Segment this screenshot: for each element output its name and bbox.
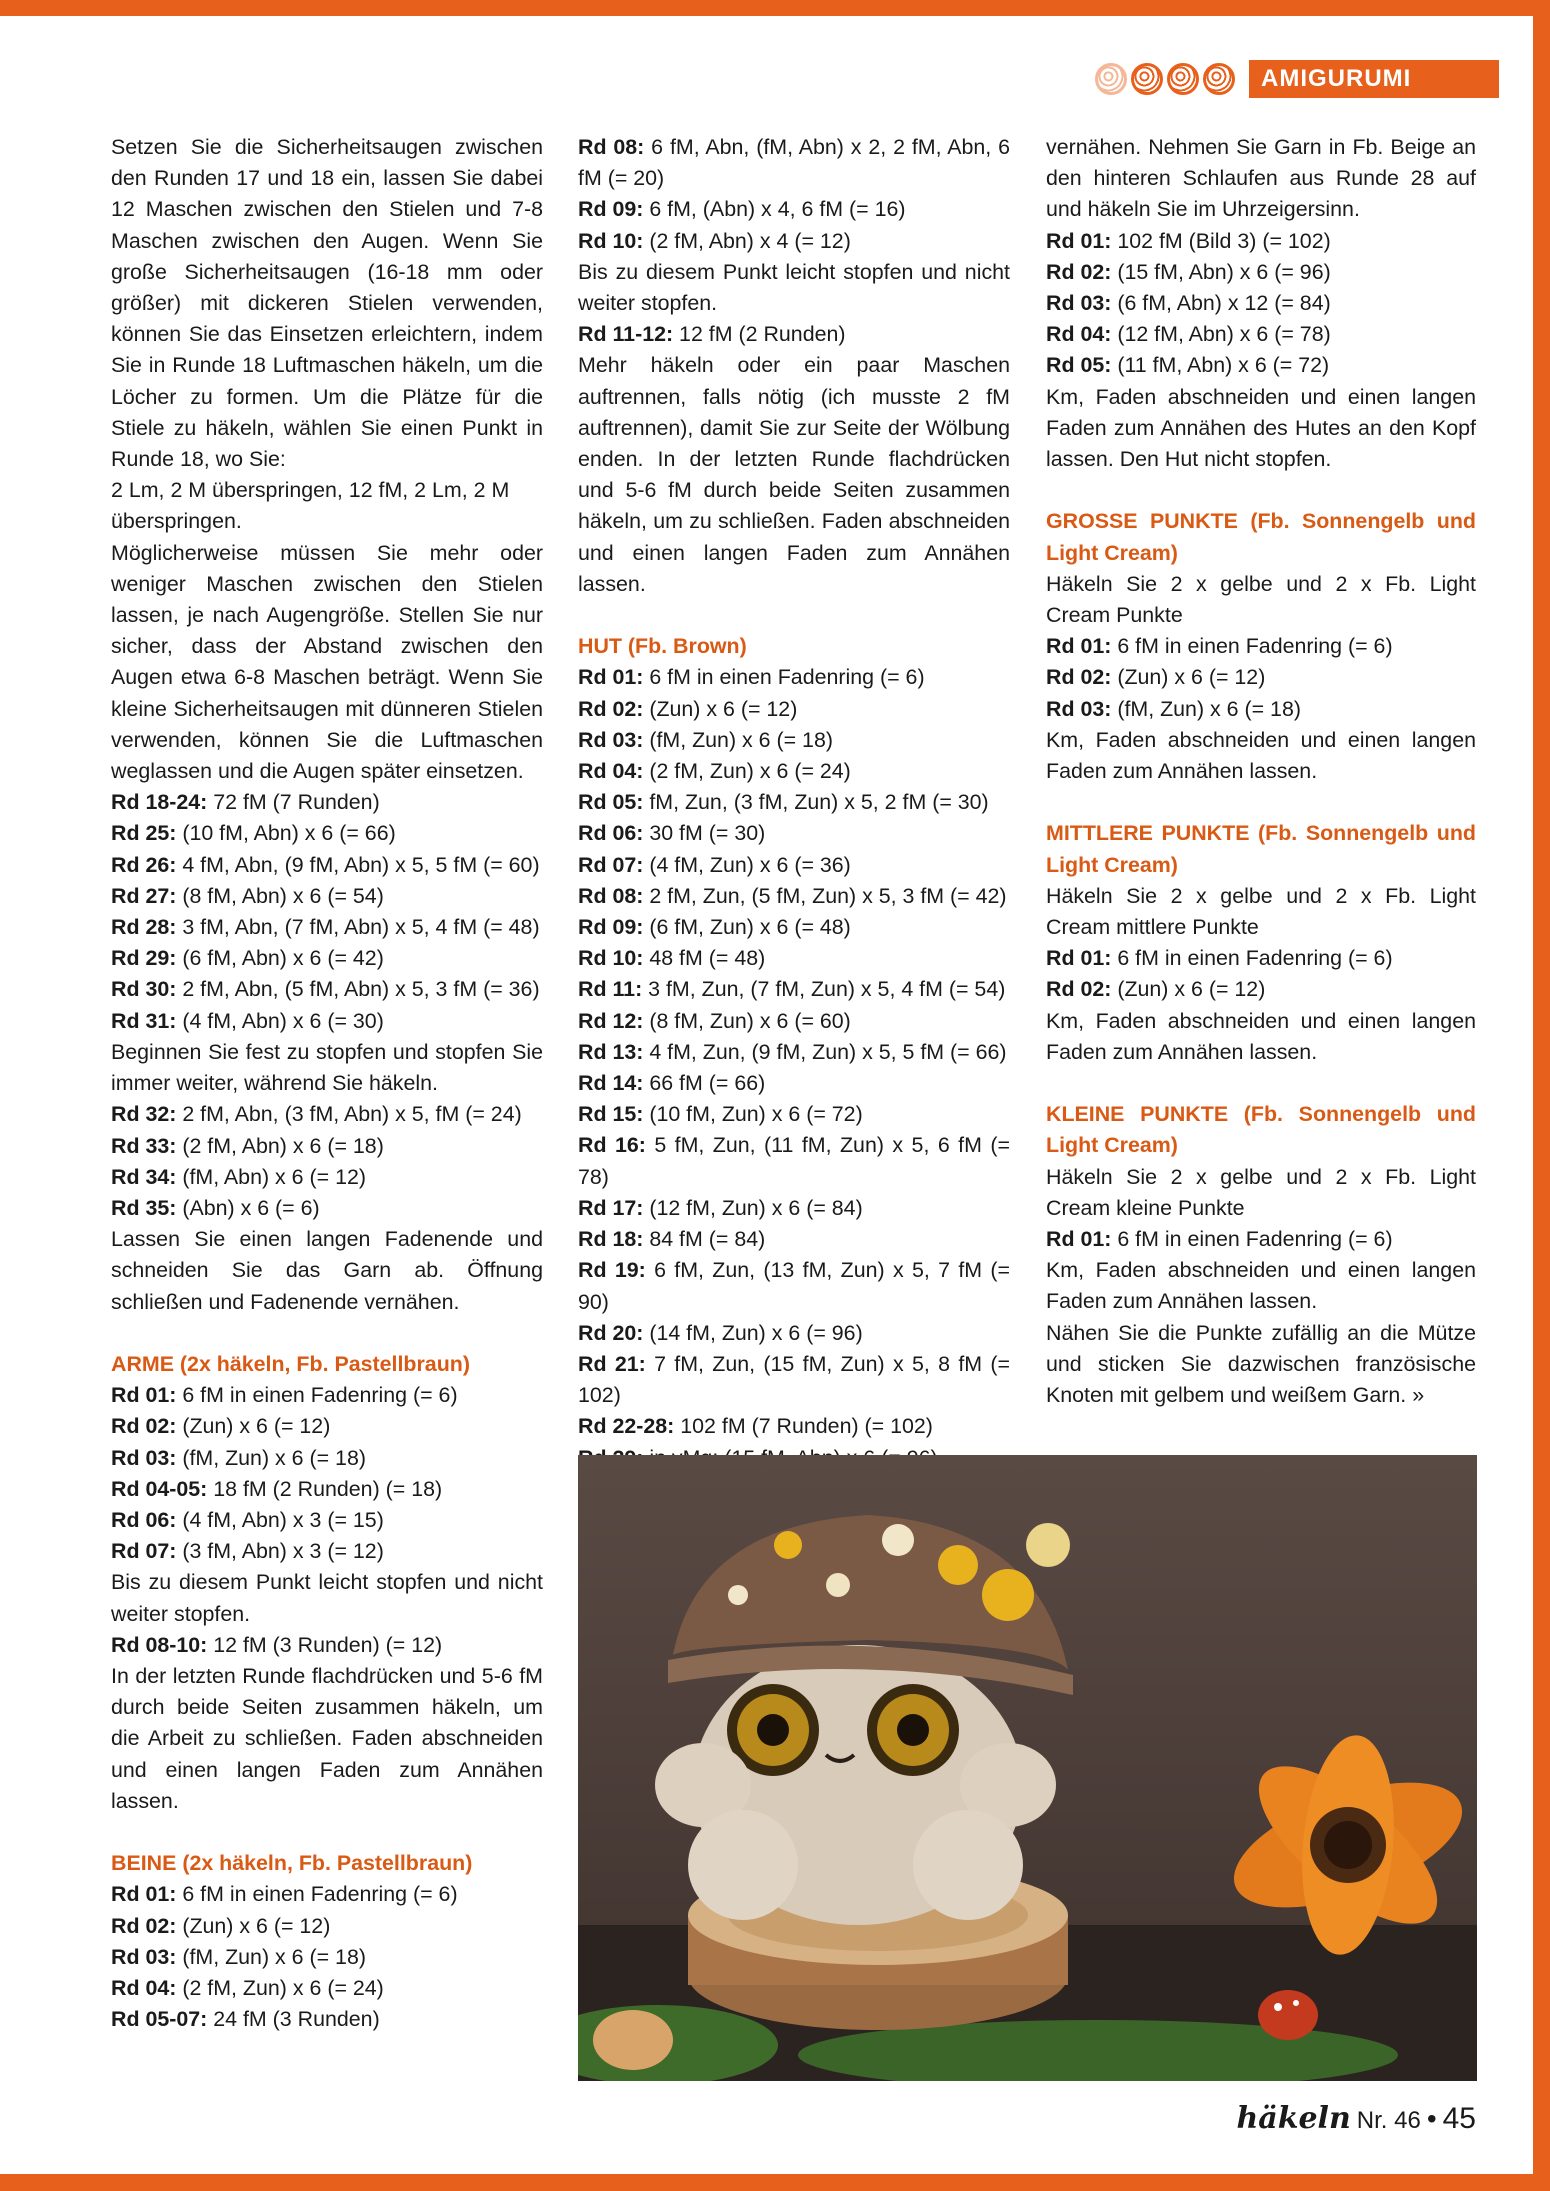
round-label: Rd 16: — [578, 1133, 646, 1158]
round-list — [111, 1099, 543, 1224]
round-label: Rd 04-05: — [111, 1476, 208, 1501]
round-instruction: (fM, Abn) x 6 (= 12) — [176, 1164, 366, 1189]
round-label: Rd 01: — [111, 1383, 177, 1408]
round-line — [111, 1162, 543, 1193]
round-label: Rd 18: — [578, 1227, 644, 1252]
round-instruction: (11 fM, Abn) x 6 (= 72) — [1111, 353, 1330, 378]
round-list — [578, 132, 1010, 257]
round-label: Rd 03: — [111, 1944, 177, 1969]
round-instruction: (Abn) x 6 (= 6) — [176, 1195, 320, 1220]
round-instruction: (Zun) x 6 (= 12) — [176, 1414, 331, 1439]
round-line — [578, 881, 1010, 912]
round-instruction: 24 fM (3 Runden) — [207, 2007, 380, 2032]
round-instruction: (Zun) x 6 (= 12) — [1111, 977, 1266, 1002]
round-label: Rd 28: — [111, 915, 177, 940]
round-line — [111, 1380, 543, 1411]
yarn-ball-icon — [1131, 63, 1163, 95]
round-line — [111, 1193, 543, 1224]
round-line — [578, 194, 1010, 225]
round-label: Rd 01: — [578, 665, 644, 690]
round-line — [111, 881, 543, 912]
round-instruction: (fM, Zun) x 6 (= 18) — [1111, 696, 1301, 721]
round-label: Rd 03: — [1046, 696, 1112, 721]
yarn-ball-icon — [1167, 63, 1199, 95]
round-list — [1046, 226, 1476, 382]
round-label: Rd 18-24: — [111, 790, 208, 815]
round-instruction: 7 fM, Zun, (15 fM, Zun) x 5, 8 fM (= 102) — [578, 1351, 1011, 1408]
amigurumi-photo — [578, 1455, 1477, 2081]
round-instruction: (6 fM, Abn) x 12 (= 84) — [1111, 291, 1331, 316]
round-instruction: (Zun) x 6 (= 12) — [176, 1913, 331, 1938]
round-instruction: (6 fM, Zun) x 6 (= 48) — [643, 915, 851, 940]
round-line — [578, 1006, 1010, 1037]
round-instruction: (Zun) x 6 (= 12) — [1111, 665, 1266, 690]
section-header — [1095, 60, 1499, 98]
round-instruction: 18 fM (2 Runden) (= 18) — [207, 1476, 443, 1501]
round-list — [578, 319, 1010, 350]
paragraph: Nähen Sie die Punkte zufällig an die Mütze und sticken Sie dazwischen französische Knoten mit gelbem und weißem Garn. » — [1046, 1320, 1476, 1408]
paragraph: Lassen Sie einen langen Fadenende und schneiden Sie das Garn ab. Öffnung schließen und Fadenende vernähen. — [111, 1227, 543, 1314]
round-instruction: 6 fM in einen Fadenring (= 6) — [176, 1383, 458, 1408]
round-instruction: (2 fM, Abn) x 4 (= 12) — [643, 228, 851, 253]
round-line — [111, 1099, 543, 1130]
paragraph: Mehr häkeln oder ein paar Maschen auftrennen, falls nötig (ich musste 2 fM auftrennen), damit Sie zur Seite der Wölbung enden. In der letzten Runde flachdrücken und 5-6 fM durch beide Seiten zusammen häkeln, um zu schließen. Faden abschneiden und einen langen Faden zum Annähen lassen. — [578, 353, 1010, 596]
round-label: Rd 01: — [1046, 228, 1112, 253]
round-instruction: 6 fM, Zun, (13 fM, Zun) x 5, 7 fM (= 90) — [578, 1258, 1011, 1314]
round-label: Rd 10: — [578, 228, 644, 253]
right-orange-border — [1533, 0, 1550, 2191]
section-heading-mittlere-punkte: MITTLERE PUNKTE (Fb. Sonnengelb und Light Cream) — [1046, 821, 1476, 877]
round-instruction: (12 fM, Zun) x 6 (= 84) — [643, 1195, 863, 1220]
round-list — [111, 1630, 543, 1661]
round-line — [111, 787, 543, 818]
round-label: Rd 31: — [111, 1008, 177, 1033]
round-instruction: (8 fM, Abn) x 6 (= 54) — [176, 883, 384, 908]
paragraph: 2 Lm, 2 M überspringen, 12 fM, 2 Lm, 2 M überspringen. — [111, 478, 510, 534]
round-line — [111, 1630, 543, 1661]
round-label: Rd 09: — [578, 197, 644, 222]
round-instruction: (2 fM, Zun) x 6 (= 24) — [176, 1975, 384, 2000]
round-instruction: 4 fM, Zun, (9 fM, Zun) x 5, 5 fM (= 66) — [643, 1039, 1007, 1064]
round-instruction: 3 fM, Zun, (7 fM, Zun) x 5, 4 fM (= 54) — [642, 977, 1006, 1002]
round-label: Rd 01: — [111, 1882, 177, 1907]
round-label: Rd 02: — [1046, 259, 1112, 284]
round-label: Rd 26: — [111, 852, 177, 877]
round-label: Rd 22-28: — [578, 1414, 675, 1439]
round-label: Rd 04: — [1046, 322, 1112, 347]
paragraph: Km, Faden abschneiden und einen langen Faden zum Annähen lassen. — [1046, 727, 1476, 784]
round-instruction: 6 fM, Abn, (fM, Abn) x 2, 2 fM, Abn, 6 fM (= 20) — [578, 135, 1011, 191]
round-label: Rd 15: — [578, 1102, 644, 1127]
round-label: Rd 05: — [578, 790, 644, 815]
round-label: Rd 34: — [111, 1164, 177, 1189]
round-instruction: (2 fM, Abn) x 6 (= 18) — [176, 1133, 384, 1158]
round-label: Rd 14: — [578, 1071, 644, 1096]
round-instruction: (2 fM, Zun) x 6 (= 24) — [643, 759, 851, 784]
round-line — [578, 694, 1010, 725]
round-instruction: fM, Zun, (3 fM, Zun) x 5, 2 fM (= 30) — [643, 790, 989, 815]
column-2 — [578, 132, 1010, 1505]
round-label: Rd 20: — [578, 1320, 644, 1345]
paragraph: Km, Faden abschneiden und einen langen Faden zum Annähen lassen. — [1046, 1258, 1476, 1314]
footer-bullet: • — [1426, 2103, 1437, 2134]
round-instruction: 12 fM (3 Runden) (= 12) — [207, 1632, 443, 1657]
round-line — [578, 1255, 1010, 1317]
round-instruction: 3 fM, Abn, (7 fM, Abn) x 5, 4 fM (= 48) — [176, 915, 540, 940]
round-label: Rd 02: — [111, 1414, 177, 1439]
round-label: Rd 03: — [1046, 291, 1112, 316]
round-instruction: (4 fM, Zun) x 6 (= 36) — [643, 852, 851, 877]
round-label: Rd 02: — [578, 696, 644, 721]
round-line — [111, 1443, 543, 1474]
round-instruction: (3 fM, Abn) x 3 (= 12) — [176, 1539, 384, 1564]
round-label: Rd 17: — [578, 1195, 644, 1220]
round-instruction: 102 fM (Bild 3) (= 102) — [1111, 228, 1331, 253]
round-instruction: 4 fM, Abn, (9 fM, Abn) x 5, 5 fM (= 60) — [176, 852, 540, 877]
round-label: Rd 04: — [111, 1975, 177, 2000]
round-label: Rd 03: — [111, 1445, 177, 1470]
round-instruction: 2 fM, Zun, (5 fM, Zun) x 5, 3 fM (= 42) — [643, 883, 1007, 908]
paragraph: Bis zu diesem Punkt leicht stopfen und nicht weiter stopfen. — [578, 259, 1010, 316]
round-label: Rd 11-12: — [578, 322, 674, 347]
round-label: Rd 09: — [578, 915, 644, 940]
round-label: Rd 07: — [111, 1539, 177, 1564]
round-instruction: (fM, Zun) x 6 (= 18) — [643, 727, 833, 752]
round-instruction: (6 fM, Abn) x 6 (= 42) — [176, 946, 384, 971]
round-label: Rd 01: — [1046, 1227, 1112, 1252]
round-instruction: (10 fM, Abn) x 6 (= 66) — [176, 821, 396, 846]
round-label: Rd 12: — [578, 1008, 644, 1033]
round-line — [578, 1411, 1010, 1442]
magazine-brand: häkeln — [1236, 2101, 1351, 2136]
section-heading-hut: HUT (Fb. Brown) — [578, 634, 747, 659]
round-label: Rd 10: — [578, 946, 644, 971]
round-label: Rd 02: — [1046, 977, 1112, 1002]
paragraph: Setzen Sie die Sicherheitsaugen zwischen den Runden 17 und 18 ein, lassen Sie dabei 12 Maschen zwischen den Stielen und 7-8 Maschen zwischen den Augen. Wenn Sie große Sicherheitsaugen (16-18 mm oder größer) mit dickeren Stielen verwenden, können Sie das Einsetzen erleichtern, indem Sie in Runde 18 Luftmaschen häkeln, um die Löcher zu formen. Um die Plätze für die Stiele zu häkeln, wählen Sie einen Punkt in Runde 18, wo Sie: — [111, 135, 543, 472]
paragraph: Km, Faden abschneiden und einen langen Faden zum Annähen lassen. — [1046, 1008, 1476, 1064]
round-line — [578, 1224, 1010, 1255]
round-line — [578, 850, 1010, 881]
round-line — [578, 725, 1010, 756]
paragraph: Bis zu diesem Punkt leicht stopfen und nicht weiter stopfen. — [111, 1570, 543, 1626]
round-line — [111, 912, 543, 943]
round-label: Rd 19: — [578, 1258, 646, 1283]
round-line — [578, 1349, 1010, 1411]
round-label: Rd 08: — [578, 135, 645, 159]
round-line — [111, 1505, 543, 1536]
round-instruction: 30 fM (= 30) — [643, 821, 766, 846]
yarn-ball-icon — [1203, 63, 1235, 95]
round-instruction: 48 fM (= 48) — [643, 946, 766, 971]
round-list — [111, 1380, 543, 1567]
section-heading-grosse-punkte: GROSSE PUNKTE (Fb. Sonnengelb und Light Cream) — [1046, 509, 1476, 565]
round-label: Rd 33: — [111, 1133, 177, 1158]
round-list — [1046, 943, 1476, 1005]
round-instruction: 102 fM (7 Runden) (= 102) — [674, 1414, 933, 1439]
round-line — [111, 1879, 543, 1910]
paragraph: Möglicherweise müssen Sie mehr oder weniger Maschen zwischen den Stielen lassen, je nach Augengröße. Stellen Sie nur sicher, dass der Abstand zwischen den Augen etwa 6-8 Maschen beträgt. Wenn Sie kleine Sicherheitsaugen mit dünneren Stielen verwenden, können Sie die Luftmaschen weglassen und die Augen später einsetzen. — [111, 540, 543, 784]
round-label: Rd 21: — [578, 1351, 646, 1376]
round-line — [1046, 1224, 1476, 1255]
round-line — [578, 818, 1010, 849]
round-label: Rd 25: — [111, 821, 177, 846]
round-label: Rd 04: — [578, 759, 644, 784]
round-label: Rd 30: — [111, 977, 177, 1002]
page-number: 45 — [1442, 2102, 1476, 2135]
page-footer — [1236, 2101, 1476, 2136]
paragraph: In der letzten Runde flachdrücken und 5-6 fM durch beide Seiten zusammen häkeln, um die Arbeit zu schließen. Faden abschneiden und einen langen Faden zum Annähen lassen. — [111, 1663, 543, 1813]
round-line — [578, 756, 1010, 787]
round-instruction: 6 fM in einen Fadenring (= 6) — [1111, 634, 1393, 659]
round-label: Rd 02: — [111, 1913, 177, 1938]
round-instruction: (fM, Zun) x 6 (= 18) — [176, 1944, 366, 1969]
round-line — [578, 943, 1010, 974]
round-label: Rd 05: — [1046, 353, 1112, 378]
round-line — [111, 974, 543, 1005]
round-line — [578, 662, 1010, 693]
round-label: Rd 13: — [578, 1039, 644, 1064]
round-list — [111, 787, 543, 1037]
section-tag: AMIGURUMI — [1249, 60, 1499, 98]
round-line — [578, 132, 1010, 194]
round-label: Rd 01: — [1046, 946, 1112, 971]
round-instruction: 66 fM (= 66) — [643, 1071, 766, 1096]
round-instruction: (Zun) x 6 (= 12) — [643, 696, 798, 721]
round-label: Rd 01: — [1046, 634, 1112, 659]
round-line — [111, 1006, 543, 1037]
round-line — [111, 1911, 543, 1942]
round-line — [111, 1474, 543, 1505]
round-label: Rd 07: — [578, 852, 644, 877]
round-instruction: (fM, Zun) x 6 (= 18) — [176, 1445, 366, 1470]
round-line — [111, 1973, 543, 2004]
round-instruction: 6 fM in einen Fadenring (= 6) — [176, 1882, 458, 1907]
round-line — [111, 2004, 543, 2035]
round-label: Rd 08-10: — [111, 1632, 208, 1657]
section-heading-arme: ARME (2x häkeln, Fb. Pastellbraun) — [111, 1351, 470, 1376]
round-instruction: (8 fM, Zun) x 6 (= 60) — [643, 1008, 851, 1033]
round-label: Rd 32: — [111, 1102, 177, 1127]
paragraph: Häkeln Sie 2 x gelbe und 2 x Fb. Light Cream mittlere Punkte — [1046, 883, 1476, 940]
round-line — [111, 1536, 543, 1567]
column-3 — [1046, 132, 1476, 1411]
round-label: Rd 27: — [111, 883, 177, 908]
round-line — [111, 1942, 543, 1973]
round-label: Rd 35: — [111, 1195, 177, 1220]
paragraph: Häkeln Sie 2 x gelbe und 2 x Fb. Light Cream Punkte — [1046, 571, 1476, 628]
yarn-ball-icon — [1095, 63, 1127, 95]
round-instruction: 6 fM, (Abn) x 4, 6 fM (= 16) — [643, 197, 906, 222]
round-instruction: 12 fM (2 Runden) — [673, 322, 846, 347]
round-instruction: (10 fM, Zun) x 6 (= 72) — [643, 1102, 863, 1127]
bottom-orange-border — [0, 2174, 1550, 2191]
round-instruction: 5 fM, Zun, (11 fM, Zun) x 5, 6 fM (= 78) — [578, 1133, 1010, 1189]
round-instruction: (12 fM, Abn) x 6 (= 78) — [1111, 322, 1331, 347]
round-instruction: 6 fM in einen Fadenring (= 6) — [1111, 1227, 1393, 1252]
round-instruction: 2 fM, Abn, (5 fM, Abn) x 5, 3 fM (= 36) — [176, 977, 540, 1002]
round-label: Rd 08: — [578, 883, 644, 908]
round-instruction: (4 fM, Abn) x 6 (= 30) — [176, 1008, 384, 1033]
round-line — [578, 974, 1010, 1005]
amigurumi-illustration — [578, 1455, 1477, 2081]
round-instruction: (14 fM, Zun) x 6 (= 96) — [643, 1320, 863, 1345]
section-heading-kleine-punkte: KLEINE PUNKTE (Fb. Sonnengelb und Light Cream) — [1046, 1102, 1476, 1158]
round-list — [1046, 1224, 1476, 1255]
round-list — [111, 1879, 543, 2035]
round-instruction: 6 fM in einen Fadenring (= 6) — [1111, 946, 1393, 971]
round-line — [578, 226, 1010, 257]
round-line — [1046, 943, 1476, 974]
round-label: Rd 05-07: — [111, 2007, 208, 2032]
round-label: Rd 11: — [578, 977, 643, 1002]
round-label: Rd 02: — [1046, 665, 1112, 690]
round-line — [111, 850, 543, 881]
paragraph: Häkeln Sie 2 x gelbe und 2 x Fb. Light Cream kleine Punkte — [1046, 1164, 1476, 1220]
round-instruction: 84 fM (= 84) — [643, 1227, 766, 1252]
round-line — [111, 818, 543, 849]
round-line — [1046, 288, 1476, 319]
paragraph: Beginnen Sie fest zu stopfen und stopfen Sie immer weiter, während Sie häkeln. — [111, 1039, 543, 1096]
round-line — [578, 1037, 1010, 1068]
round-line — [578, 1318, 1010, 1349]
paragraph: vernähen. Nehmen Sie Garn in Fb. Beige an den hinteren Schlaufen aus Runde 28 auf und häkeln Sie im Uhrzeigersinn. — [1046, 135, 1476, 222]
round-line — [578, 1068, 1010, 1099]
round-line — [1046, 257, 1476, 288]
round-label: Rd 06: — [111, 1507, 177, 1532]
round-instruction: 72 fM (7 Runden) — [207, 790, 380, 815]
round-line — [1046, 631, 1476, 662]
round-list — [578, 662, 1010, 1473]
issue-number: Nr. 46 — [1356, 2107, 1421, 2134]
round-label: Rd 06: — [578, 821, 644, 846]
round-line — [1046, 974, 1476, 1005]
round-line — [111, 1131, 543, 1162]
round-line — [578, 1099, 1010, 1130]
round-line — [578, 1130, 1010, 1192]
round-line — [578, 787, 1010, 818]
round-list — [1046, 631, 1476, 725]
round-line — [1046, 319, 1476, 350]
round-label: Rd 03: — [578, 727, 644, 752]
round-line — [1046, 226, 1476, 257]
round-line — [578, 1193, 1010, 1224]
column-1 — [111, 132, 543, 2035]
round-instruction: (4 fM, Abn) x 3 (= 15) — [176, 1507, 384, 1532]
round-line — [1046, 350, 1476, 381]
round-instruction: (15 fM, Abn) x 6 (= 96) — [1111, 259, 1331, 284]
round-line — [1046, 662, 1476, 693]
round-label: Rd 29: — [111, 946, 177, 971]
round-line — [111, 1411, 543, 1442]
round-line — [578, 912, 1010, 943]
round-instruction: 6 fM in einen Fadenring (= 6) — [643, 665, 925, 690]
round-line — [578, 319, 1010, 350]
paragraph: Km, Faden abschneiden und einen langen Faden zum Annähen des Hutes an den Kopf lassen. Den Hut nicht stopfen. — [1046, 384, 1476, 472]
top-orange-border — [0, 0, 1550, 16]
round-instruction: 2 fM, Abn, (3 fM, Abn) x 5, fM (= 24) — [176, 1102, 522, 1127]
yarn-ball-icons — [1095, 63, 1235, 95]
round-line — [1046, 694, 1476, 725]
section-heading-beine: BEINE (2x häkeln, Fb. Pastellbraun) — [111, 1851, 473, 1876]
round-line — [111, 943, 543, 974]
